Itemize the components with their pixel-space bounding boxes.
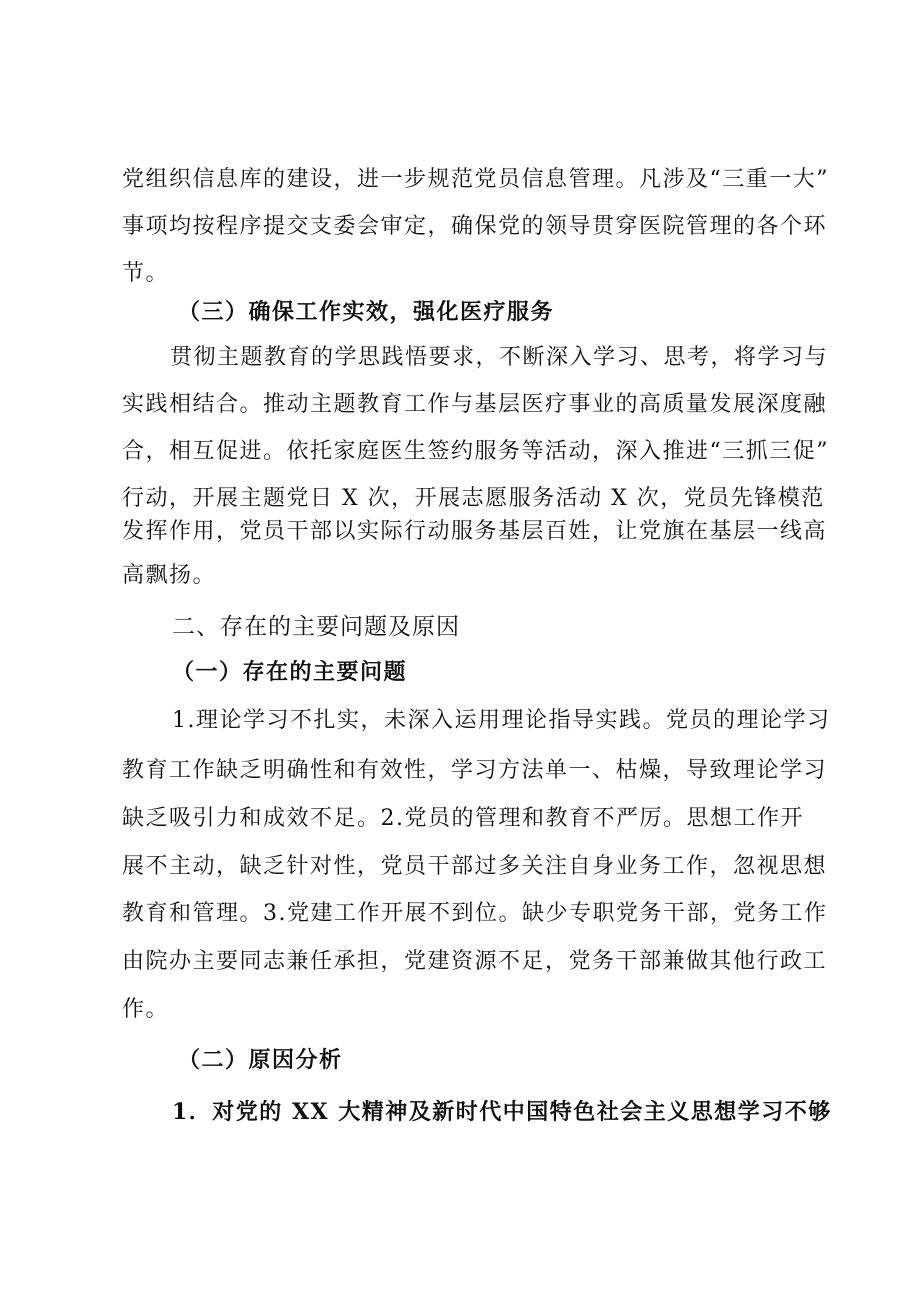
body-text-line: 作。 bbox=[122, 997, 170, 1022]
body-text-line: 高飘扬。 bbox=[122, 563, 217, 588]
body-text-line: 节。 bbox=[122, 261, 170, 286]
body-text-line: 由院办主要同志兼任承担，党建资源不足，党务干部兼做其他行政工 bbox=[122, 949, 828, 974]
section-heading-one: （一）存在的主要问题 bbox=[172, 659, 408, 685]
body-text-line: 1．对党的 XX 大精神及新时代中国特色社会主义思想学习不够 bbox=[172, 1099, 832, 1125]
body-text-line: 展不主动，缺乏针对性，党员干部过多关注自身业务工作，忽视思想 bbox=[122, 854, 828, 879]
body-text-line: 教育和管理。3.党建工作开展不到位。缺少专职党务干部，党务工作 bbox=[122, 901, 828, 926]
body-text-line: 教育工作缺乏明确性和有效性，学习方法单一、枯燥，导致理论学习 bbox=[122, 758, 828, 783]
section-heading-three: （三）确保工作实效，强化医疗服务 bbox=[178, 299, 555, 325]
body-text-line: 贯彻主题教育的学思践悟要求，不断深入学习、思考，将学习与 bbox=[170, 345, 829, 370]
body-text-line: 缺乏吸引力和成效不足。2.党员的管理和教育不严厉。思想工作开 bbox=[122, 806, 804, 831]
body-text-line: 1.理论学习不扎实，未深入运用理论指导实践。党员的理论学习 bbox=[172, 708, 831, 733]
body-text-line: 实践相结合。推动主题教育工作与基层医疗事业的高质量发展深度融 bbox=[122, 392, 828, 417]
body-text-line: 事项均按程序提交支委会审定，确保党的领导贯穿医院管理的各个环 bbox=[122, 214, 828, 239]
chapter-heading: 二、存在的主要问题及原因 bbox=[172, 614, 460, 640]
section-heading-two: （二）原因分析 bbox=[178, 1047, 343, 1073]
body-text-line: 发挥作用，党员干部以实际行动服务基层百姓，让党旗在基层一线高 bbox=[122, 519, 828, 544]
body-text-line: 党组织信息库的建设，进一步规范党员信息管理。凡涉及“三重一大” bbox=[122, 167, 829, 192]
body-text-line: 行动，开展主题党日 X 次，开展志愿服务活动 X 次，党员先锋模范 bbox=[122, 486, 825, 511]
body-text-line: 合，相互促进。依托家庭医生签约服务等活动，深入推进“三抓三促” bbox=[122, 439, 829, 464]
